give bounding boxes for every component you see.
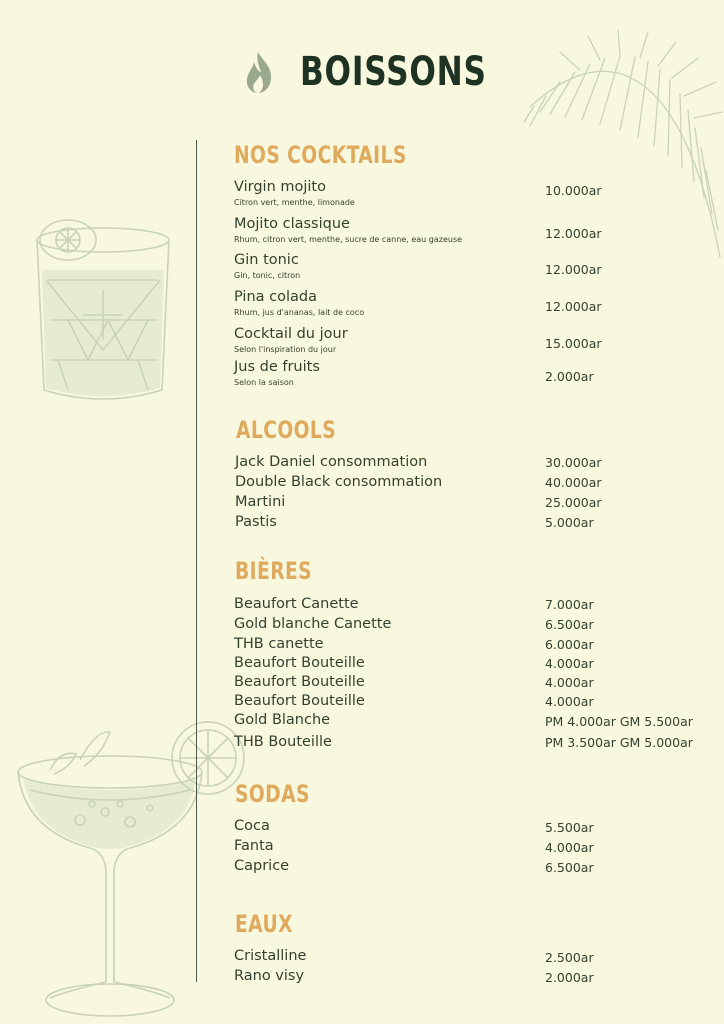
item-name: Caprice	[234, 858, 290, 874]
section-sodas	[234, 780, 704, 880]
item-price: 2.000ar	[545, 970, 594, 985]
section-bieres	[234, 557, 704, 757]
item-price: 12.000ar	[545, 299, 602, 314]
item-name: Gold Blanche	[234, 712, 331, 728]
item-price: 5.000ar	[545, 515, 594, 530]
item-price: 4.000ar	[545, 675, 594, 690]
section-eaux	[234, 910, 704, 990]
vertical-divider	[196, 140, 197, 982]
item-price: 12.000ar	[545, 262, 602, 277]
item-description: Rhum, citron vert, menthe, sucre de canne, eau gazeuse	[234, 235, 463, 244]
item-name: Pastis	[235, 514, 277, 530]
item-price: 2.000ar	[545, 369, 594, 384]
item-name: Beaufort Canette	[234, 596, 359, 612]
item-price: 4.000ar	[545, 656, 594, 671]
item-name: Cocktail du jour	[234, 326, 348, 342]
item-price: 40.000ar	[545, 475, 602, 490]
section-title: ALCOOLS	[236, 416, 337, 444]
page-title: BOISSONS	[300, 49, 487, 95]
item-name: Martini	[235, 494, 286, 510]
item-description: Gin, tonic, citron	[234, 271, 301, 280]
section-title: NOS COCKTAILS	[234, 141, 407, 169]
item-price: 4.000ar	[545, 840, 594, 855]
item-price: 2.500ar	[545, 950, 594, 965]
section-title: BIÈRES	[235, 557, 313, 585]
section-cocktails	[234, 141, 704, 401]
whisky-glass-illustration	[28, 210, 178, 410]
item-price: 30.000ar	[545, 455, 602, 470]
item-price: 6.000ar	[545, 637, 594, 652]
item-description: Citron vert, menthe, limonade	[234, 198, 355, 207]
item-price: 12.000ar	[545, 226, 602, 241]
item-name: Beaufort Bouteille	[234, 693, 365, 709]
item-price: PM 3.500ar GM 5.000ar	[545, 735, 693, 750]
item-price: 6.500ar	[545, 617, 594, 632]
item-price: 6.500ar	[545, 860, 594, 875]
item-name: Pina colada	[234, 289, 317, 305]
item-price: 4.000ar	[545, 694, 594, 709]
item-name: Beaufort Bouteille	[234, 655, 365, 671]
item-price: PM 4.000ar GM 5.500ar	[545, 714, 693, 729]
item-price: 5.500ar	[545, 820, 594, 835]
item-description: Selon l'inspiration du jour	[234, 345, 337, 354]
item-name: Beaufort Bouteille	[234, 674, 365, 690]
item-name: Coca	[234, 818, 270, 834]
item-name: Gin tonic	[234, 252, 299, 268]
item-price: 25.000ar	[545, 495, 602, 510]
margarita-glass-illustration	[10, 720, 250, 1024]
item-name: Jack Daniel consommation	[235, 454, 428, 470]
item-name: Jus de fruits	[234, 359, 320, 375]
item-name: THB Bouteille	[234, 734, 332, 750]
item-name: Cristalline	[234, 948, 307, 964]
item-price: 7.000ar	[545, 597, 594, 612]
section-alcools	[234, 416, 704, 536]
item-name: Virgin mojito	[234, 179, 326, 195]
item-name: Mojito classique	[234, 216, 350, 232]
item-name: Rano visy	[234, 968, 305, 984]
item-price: 15.000ar	[545, 336, 602, 351]
section-title: SODAS	[235, 780, 310, 808]
item-description: Rhum, jus d'ananas, lait de coco	[234, 308, 365, 317]
item-name: Gold blanche Canette	[234, 616, 392, 632]
item-name: Double Black consommation	[235, 474, 443, 490]
flame-icon	[244, 50, 274, 94]
item-price: 10.000ar	[545, 183, 602, 198]
item-name: Fanta	[234, 838, 274, 854]
menu-header	[244, 44, 539, 100]
section-title: EAUX	[235, 910, 293, 938]
item-description: Selon la saison	[234, 378, 294, 387]
item-name: THB canette	[234, 636, 324, 652]
